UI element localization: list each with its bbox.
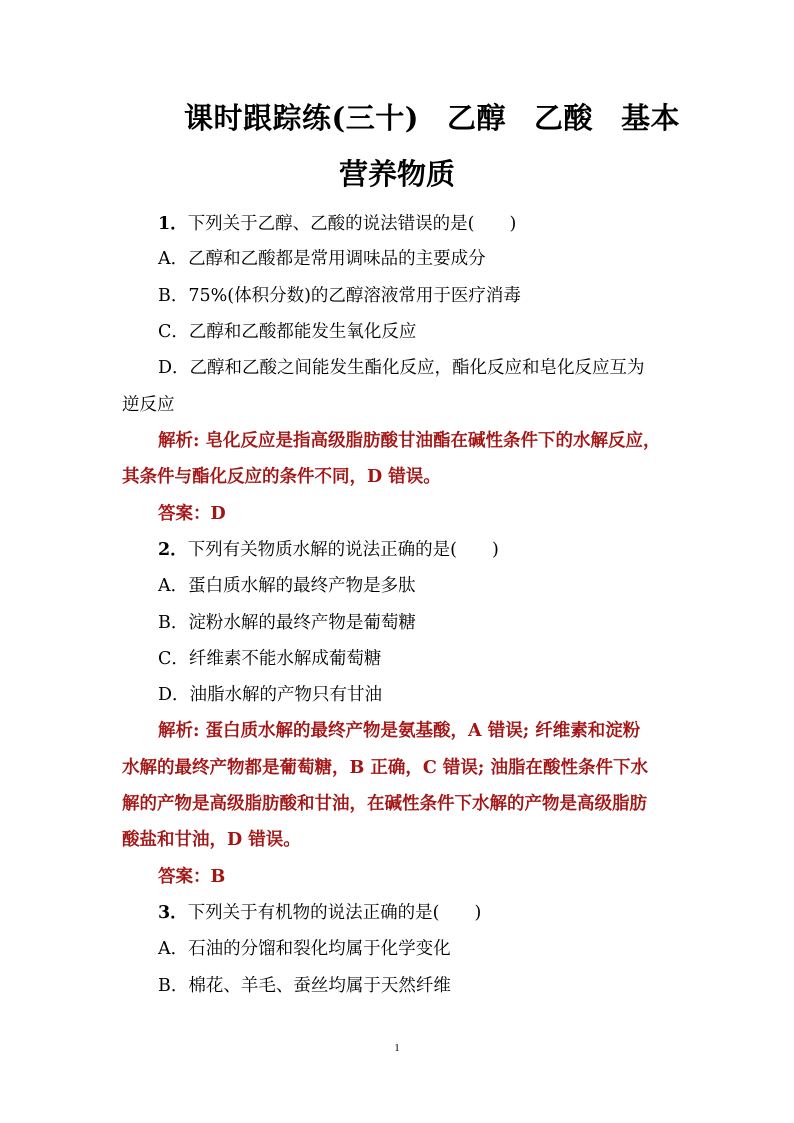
question-3-option-b: B．棉花、羊毛、蚕丝均属于天然纤维 bbox=[158, 976, 451, 996]
question-1-answer: 答案：D bbox=[158, 504, 226, 524]
page-title bbox=[184, 96, 680, 137]
question-1-stem: 1．下列关于乙醇、乙酸的说法错误的是( ) bbox=[158, 214, 517, 234]
question-1-option-b: B．75%(体积分数)的乙醇溶液常用于医疗消毒 bbox=[158, 286, 521, 306]
title-part-3: 乙酸 bbox=[533, 101, 593, 135]
question-2-analysis-cont-3: 酸盐和甘油，D 错误。 bbox=[122, 830, 301, 850]
question-2-option-b: B．淀粉水解的最终产物是葡萄糖 bbox=[158, 613, 416, 633]
question-1-option-d-cont: 逆反应 bbox=[122, 395, 175, 415]
question-3-option-a: A．石油的分馏和裂化均属于化学变化 bbox=[158, 939, 451, 959]
page-number: 1 bbox=[394, 1042, 400, 1054]
question-1-analysis: 解析: 皂化反应是指高级脂肪酸甘油酯在碱性条件下的水解反应， bbox=[158, 431, 661, 451]
question-2-option-a: A．蛋白质水解的最终产物是多肽 bbox=[158, 576, 416, 596]
question-2-answer: 答案：B bbox=[158, 867, 226, 887]
question-2-analysis: 解析: 蛋白质水解的最终产物是氨基酸，A 错误; 纤维素和淀粉 bbox=[158, 721, 641, 741]
question-2-option-c: C．纤维素不能水解成葡萄糖 bbox=[158, 649, 382, 669]
question-1-analysis-cont: 其条件与酯化反应的条件不同，D 错误。 bbox=[122, 467, 441, 487]
question-2-analysis-cont-2: 解的产物是高级脂肪酸和甘油，在碱性条件下水解的产物是高级脂肪 bbox=[122, 794, 647, 814]
question-1-option-d: D．乙醇和乙酸之间能发生酯化反应，酯化反应和皂化反应互为 bbox=[158, 358, 645, 378]
title-part-2: 乙醇 bbox=[446, 101, 506, 135]
title-part-1: 课时跟踪练(三十) bbox=[184, 101, 419, 135]
question-2-analysis-cont-1: 水解的最终产物都是葡萄糖，B 正确，C 错误; 油脂在酸性条件下水 bbox=[122, 758, 648, 778]
page-title-line-2: 营养物质 bbox=[338, 157, 455, 191]
question-1-option-a: A．乙醇和乙酸都是常用调味品的主要成分 bbox=[158, 249, 486, 269]
question-2-stem: 2．下列有关物质水解的说法正确的是( ) bbox=[158, 540, 499, 560]
question-1-option-c: C．乙醇和乙酸都能发生氧化反应 bbox=[158, 322, 417, 342]
question-2-option-d: D．油脂水解的产物只有甘油 bbox=[158, 685, 383, 705]
title-part-4: 基本 bbox=[620, 101, 680, 135]
question-3-stem: 3．下列关于有机物的说法正确的是( ) bbox=[158, 903, 482, 923]
